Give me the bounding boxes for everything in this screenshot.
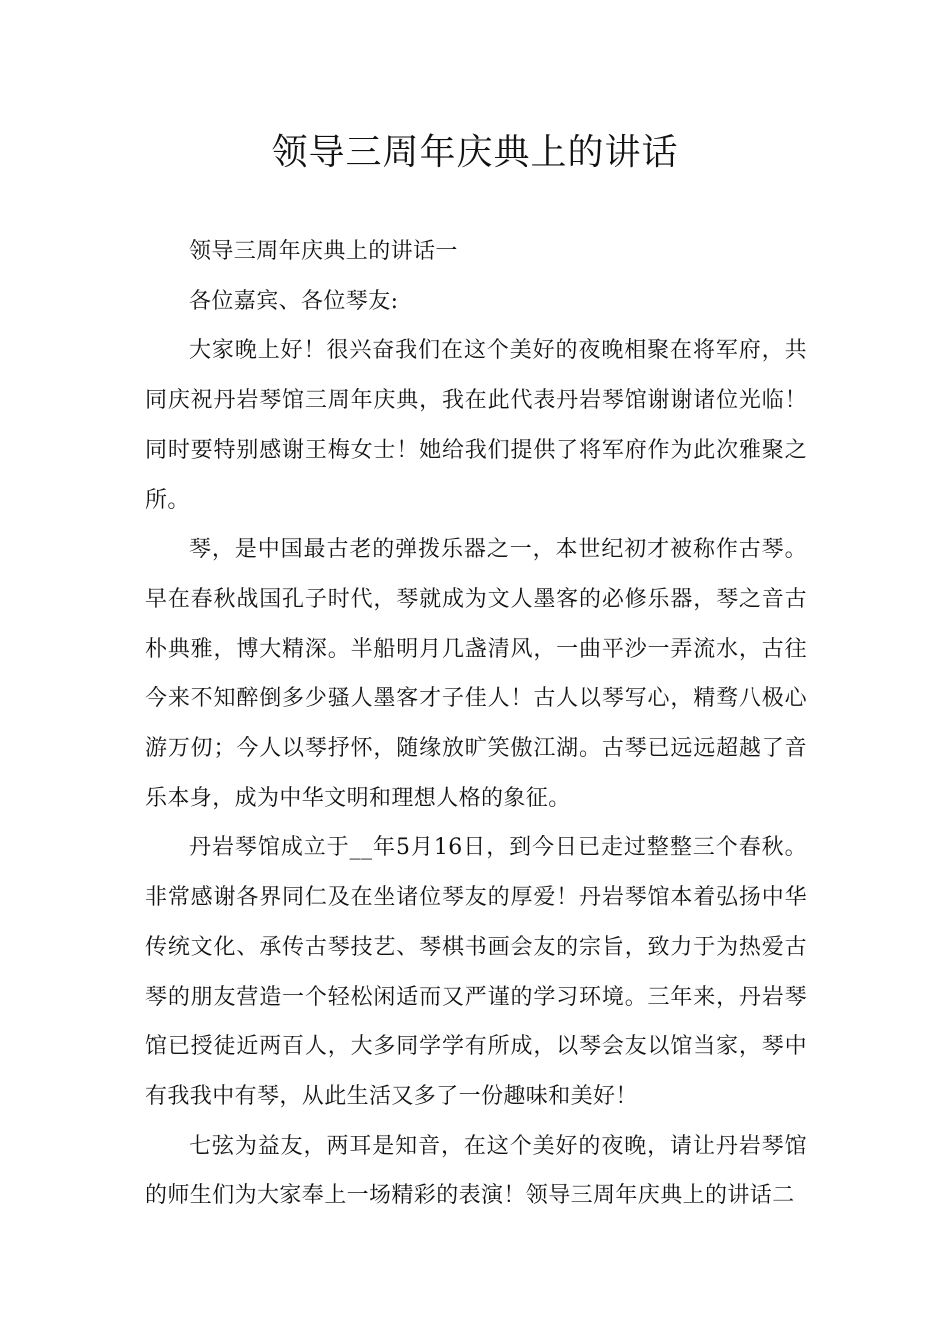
section-heading: 领导三周年庆典上的讲话一 [189, 239, 458, 264]
paragraph-greeting: 大家晚上好！很兴奋我们在这个美好的夜晚相聚在将军府，共同庆祝丹岩琴馆三周年庆典，我在此代表丹岩琴馆谢谢诸位光临！同时要特别感谢王梅女士！她给我们提供了将军府作为此次雅聚之所。 [145, 338, 807, 513]
paragraph-guqin: 琴，是中国最古老的弹拨乐器之一，本世纪初才被称作古琴。早在春秋战国孔子时代，琴就成为文人墨客的必修乐器，琴之音古朴典雅，博大精深。半船明月几盏清风，一曲平沙一弄流水，古往今来不知醉倒多少骚人墨客才子佳人！古人以琴写心，精骛八极心游万仞；今人以琴抒怀，随缘放旷笑傲江湖。古琴已远远超越了音乐本身，成为中华文明和理想人格的象征。 [145, 537, 807, 811]
document-title: 领导三周年庆典上的讲话 [271, 132, 679, 173]
salutation: 各位嘉宾、各位琴友: [189, 288, 399, 314]
paragraph-history: 丹岩琴馆成立于__年5月16日，到今日已走过整整三个春秋。非常感谢各界同仁及在坐诸位琴友的厚爱！丹岩琴馆本着弘扬中华传统文化、承传古琴技艺、琴棋书画会友的宗旨，致力于为热爱古琴的朋友营造一个轻松闲适而又严谨的学习环境。三年来，丹岩琴馆已授徒近两百人，大多同学学有所成，以琴会友以馆当家，琴中有我我中有琴，从此生活又多了一份趣味和美好！ [145, 835, 807, 1109]
paragraph-closing: 七弦为益友，两耳是知音，在这个美好的夜晚，请让丹岩琴馆的师生们为大家奉上一场精彩的表演！领导三周年庆典上的讲话二 [145, 1133, 807, 1209]
document-body [145, 227, 807, 1221]
